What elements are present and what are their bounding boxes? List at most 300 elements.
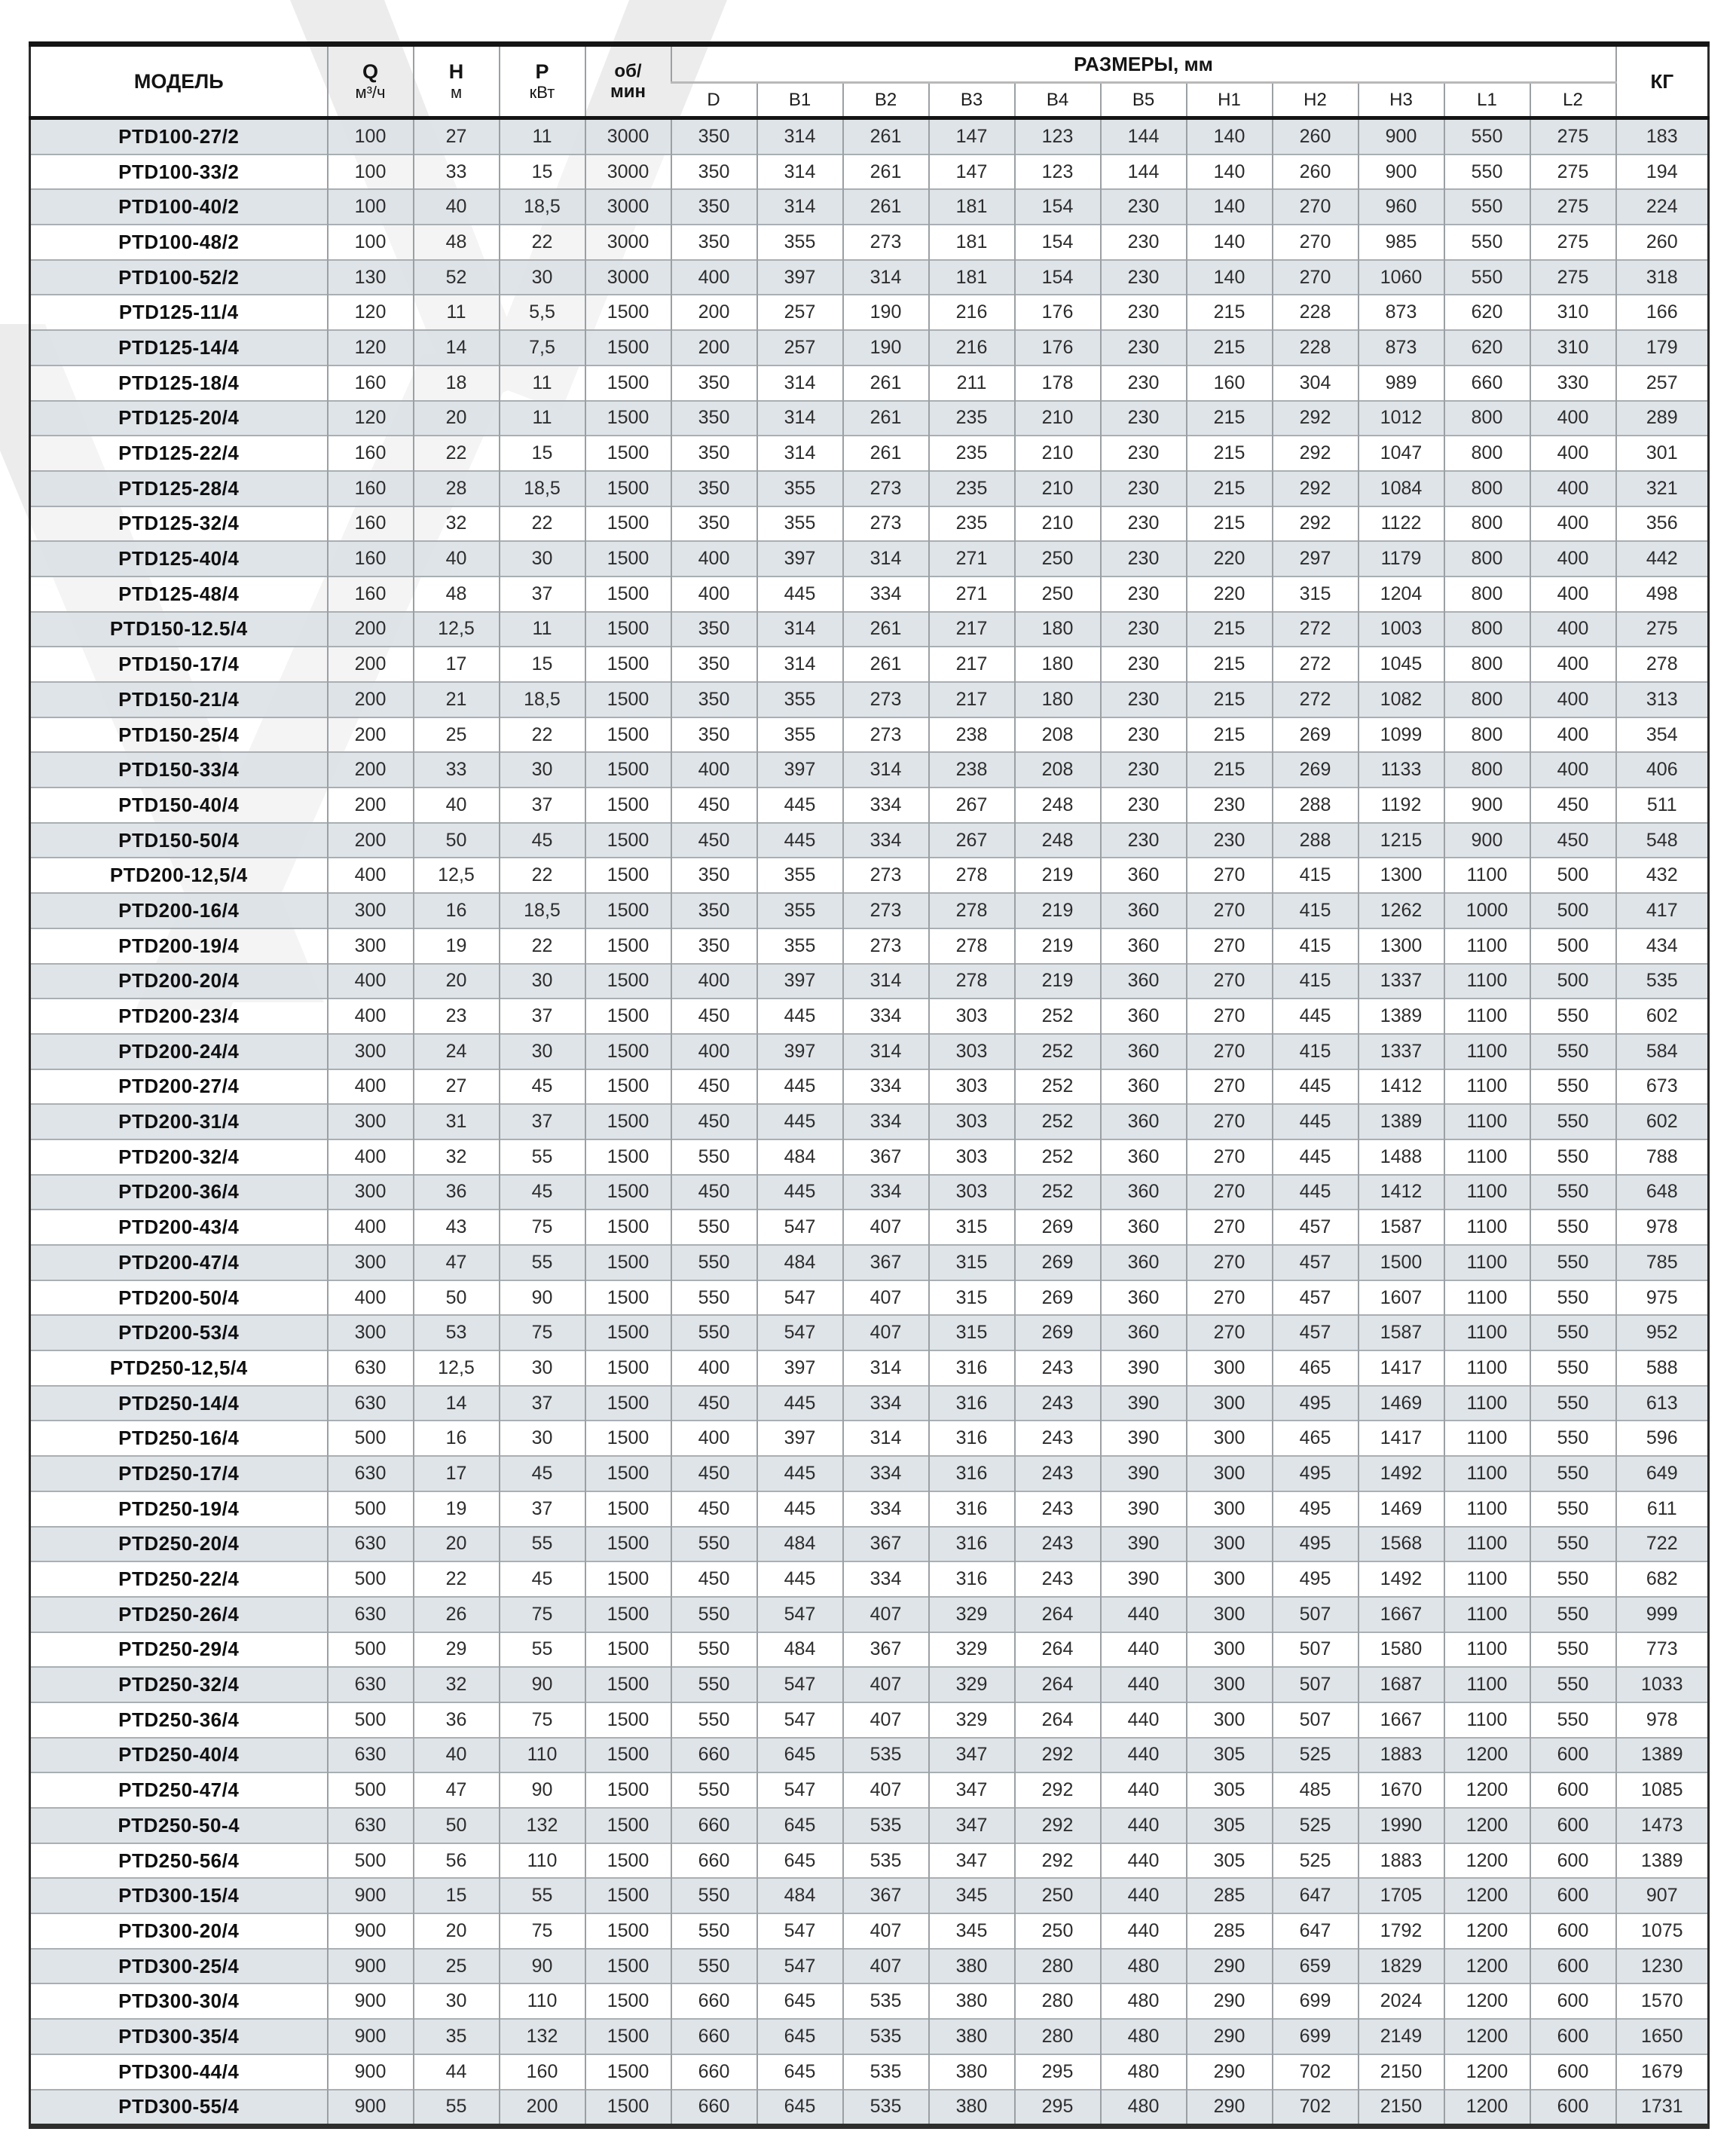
value-cell: 445 — [757, 1175, 843, 1210]
value-cell: 30 — [500, 260, 585, 295]
model-cell: PTD300-25/4 — [30, 1949, 328, 1984]
value-cell: 275 — [1530, 225, 1616, 260]
value-cell: 27 — [414, 118, 500, 154]
value-cell: 442 — [1616, 541, 1709, 577]
model-cell: PTD125-18/4 — [30, 365, 328, 401]
model-cell: PTD100-33/2 — [30, 154, 328, 190]
value-cell: 269 — [1273, 717, 1359, 753]
value-cell: 1500 — [585, 1949, 671, 1984]
value-cell: 547 — [757, 1913, 843, 1949]
value-cell: 900 — [1444, 823, 1530, 858]
value-cell: 269 — [1273, 752, 1359, 788]
value-cell: 355 — [757, 506, 843, 542]
value-cell: 535 — [843, 2090, 929, 2127]
value-cell: 238 — [929, 717, 1015, 753]
size-col-header: B2 — [843, 83, 929, 118]
value-cell: 2024 — [1359, 1983, 1444, 2019]
value-cell: 900 — [328, 1878, 414, 1913]
value-cell: 445 — [757, 1104, 843, 1139]
value-cell: 645 — [757, 2090, 843, 2127]
size-col-header: B4 — [1015, 83, 1101, 118]
model-cell: PTD125-28/4 — [30, 471, 328, 506]
value-cell: 350 — [671, 612, 757, 647]
value-cell: 800 — [1444, 436, 1530, 471]
value-cell: 334 — [843, 577, 929, 612]
value-cell: 260 — [1616, 225, 1709, 260]
value-cell: 547 — [757, 1315, 843, 1350]
value-cell: 445 — [757, 788, 843, 823]
value-cell: 318 — [1616, 260, 1709, 295]
value-cell: 14 — [414, 1386, 500, 1421]
value-cell: 535 — [843, 2019, 929, 2054]
value-cell: 40 — [414, 189, 500, 225]
value-cell: 648 — [1616, 1175, 1709, 1210]
value-cell: 800 — [1444, 541, 1530, 577]
value-cell: 31 — [414, 1104, 500, 1139]
value-cell: 130 — [328, 260, 414, 295]
value-cell: 400 — [328, 999, 414, 1034]
value-cell: 303 — [929, 1139, 1015, 1175]
value-cell: 292 — [1273, 471, 1359, 506]
value-cell: 176 — [1015, 295, 1101, 330]
model-cell: PTD150-25/4 — [30, 717, 328, 753]
model-cell: PTD200-23/4 — [30, 999, 328, 1034]
value-cell: 380 — [929, 2054, 1015, 2090]
value-cell: 252 — [1015, 1139, 1101, 1175]
value-cell: 445 — [1273, 1175, 1359, 1210]
value-cell: 295 — [1015, 2090, 1101, 2127]
value-cell: 314 — [757, 612, 843, 647]
value-cell: 1100 — [1444, 1175, 1530, 1210]
value-cell: 230 — [1101, 401, 1187, 436]
value-cell: 334 — [843, 1386, 929, 1421]
spec-table — [29, 41, 1710, 2129]
value-cell: 316 — [929, 1561, 1015, 1597]
value-cell: 220 — [1187, 577, 1273, 612]
value-cell: 219 — [1015, 858, 1101, 893]
value-cell: 613 — [1616, 1386, 1709, 1421]
value-cell: 1100 — [1444, 858, 1530, 893]
value-cell: 321 — [1616, 471, 1709, 506]
value-cell: 1792 — [1359, 1913, 1444, 1949]
value-cell: 1500 — [1359, 1245, 1444, 1280]
value-cell: 260 — [1273, 118, 1359, 154]
value-cell: 550 — [1530, 1702, 1616, 1738]
value-cell: 275 — [1530, 260, 1616, 295]
value-cell: 300 — [328, 1034, 414, 1069]
value-cell: 457 — [1273, 1245, 1359, 1280]
value-cell: 1417 — [1359, 1421, 1444, 1456]
value-cell: 270 — [1187, 1175, 1273, 1210]
value-cell: 550 — [671, 1315, 757, 1350]
value-cell: 445 — [757, 1561, 843, 1597]
value-cell: 1412 — [1359, 1069, 1444, 1105]
value-cell: 1500 — [585, 1738, 671, 1773]
value-cell: 200 — [328, 752, 414, 788]
value-cell: 630 — [328, 1386, 414, 1421]
value-cell: 300 — [1187, 1667, 1273, 1702]
value-cell: 329 — [929, 1702, 1015, 1738]
value-cell: 440 — [1101, 1702, 1187, 1738]
rpm-line2: мин — [610, 81, 646, 102]
value-cell: 600 — [1530, 2019, 1616, 2054]
model-cell: PTD200-20/4 — [30, 964, 328, 999]
value-cell: 22 — [500, 506, 585, 542]
value-cell: 907 — [1616, 1878, 1709, 1913]
value-cell: 1500 — [585, 577, 671, 612]
value-cell: 230 — [1101, 647, 1187, 682]
value-cell: 160 — [328, 577, 414, 612]
value-cell: 1045 — [1359, 647, 1444, 682]
value-cell: 267 — [929, 788, 1015, 823]
value-cell: 900 — [1359, 154, 1444, 190]
value-cell: 215 — [1187, 506, 1273, 542]
value-cell: 22 — [500, 858, 585, 893]
value-cell: 550 — [671, 1702, 757, 1738]
value-cell: 2150 — [1359, 2054, 1444, 2090]
table-row — [30, 436, 1709, 471]
value-cell: 1500 — [585, 1527, 671, 1562]
value-cell: 495 — [1273, 1456, 1359, 1491]
value-cell: 300 — [328, 1175, 414, 1210]
value-cell: 350 — [671, 189, 757, 225]
value-cell: 480 — [1101, 2019, 1187, 2054]
value-cell: 350 — [671, 858, 757, 893]
value-cell: 300 — [1187, 1632, 1273, 1668]
value-cell: 1500 — [585, 682, 671, 717]
value-cell: 507 — [1273, 1597, 1359, 1632]
value-cell: 1100 — [1444, 1139, 1530, 1175]
value-cell: 630 — [328, 1597, 414, 1632]
value-cell: 350 — [671, 506, 757, 542]
table-row — [30, 1210, 1709, 1245]
value-cell: 289 — [1616, 401, 1709, 436]
value-cell: 989 — [1359, 365, 1444, 401]
value-cell: 550 — [1530, 1210, 1616, 1245]
value-cell: 329 — [929, 1632, 1015, 1668]
value-cell: 288 — [1273, 788, 1359, 823]
value-cell: 75 — [500, 1210, 585, 1245]
value-cell: 500 — [1530, 964, 1616, 999]
value-cell: 230 — [1101, 788, 1187, 823]
value-cell: 550 — [1444, 260, 1530, 295]
value-cell: 50 — [414, 1280, 500, 1316]
value-cell: 11 — [500, 365, 585, 401]
value-cell: 303 — [929, 1104, 1015, 1139]
value-cell: 445 — [757, 999, 843, 1034]
value-cell: 1389 — [1359, 999, 1444, 1034]
table-row — [30, 647, 1709, 682]
value-cell: 22 — [414, 1561, 500, 1597]
value-cell: 45 — [500, 1175, 585, 1210]
value-cell: 52 — [414, 260, 500, 295]
value-cell: 1500 — [585, 1772, 671, 1808]
value-cell: 270 — [1187, 1139, 1273, 1175]
value-cell: 235 — [929, 506, 1015, 542]
value-cell: 270 — [1187, 999, 1273, 1034]
value-cell: 800 — [1444, 471, 1530, 506]
value-cell: 400 — [1530, 471, 1616, 506]
value-cell: 350 — [671, 154, 757, 190]
value-cell: 1679 — [1616, 2054, 1709, 2090]
value-cell: 24 — [414, 1034, 500, 1069]
value-cell: 257 — [757, 295, 843, 330]
value-cell: 180 — [1015, 647, 1101, 682]
value-cell: 400 — [671, 577, 757, 612]
value-cell: 445 — [1273, 1069, 1359, 1105]
value-cell: 43 — [414, 1210, 500, 1245]
value-cell: 445 — [757, 1491, 843, 1527]
value-cell: 292 — [1273, 436, 1359, 471]
value-cell: 1500 — [585, 471, 671, 506]
value-cell: 1033 — [1616, 1667, 1709, 1702]
value-cell: 194 — [1616, 154, 1709, 190]
value-cell: 800 — [1444, 577, 1530, 612]
value-cell: 334 — [843, 999, 929, 1034]
value-cell: 630 — [328, 1667, 414, 1702]
value-cell: 1500 — [585, 1843, 671, 1879]
value-cell: 550 — [1530, 1104, 1616, 1139]
value-cell: 250 — [1015, 577, 1101, 612]
value-cell: 250 — [1015, 541, 1101, 577]
value-cell: 273 — [843, 506, 929, 542]
value-cell: 278 — [929, 928, 1015, 964]
value-cell: 547 — [757, 1280, 843, 1316]
value-cell: 1650 — [1616, 2019, 1709, 2054]
value-cell: 20 — [414, 401, 500, 436]
value-cell: 550 — [671, 1280, 757, 1316]
model-cell: PTD125-11/4 — [30, 295, 328, 330]
value-cell: 400 — [328, 1280, 414, 1316]
value-cell: 1200 — [1444, 1738, 1530, 1773]
value-cell: 350 — [671, 225, 757, 260]
value-cell: 550 — [1530, 1175, 1616, 1210]
value-cell: 400 — [1530, 647, 1616, 682]
table-row — [30, 1527, 1709, 1562]
value-cell: 235 — [929, 401, 1015, 436]
h-unit: м — [450, 83, 463, 102]
value-cell: 390 — [1101, 1456, 1187, 1491]
value-cell: 110 — [500, 1738, 585, 1773]
value-cell: 397 — [757, 541, 843, 577]
value-cell: 316 — [929, 1421, 1015, 1456]
value-cell: 257 — [757, 330, 843, 365]
value-cell: 588 — [1616, 1350, 1709, 1386]
value-cell: 215 — [1187, 436, 1273, 471]
value-cell: 314 — [843, 1034, 929, 1069]
value-cell: 602 — [1616, 1104, 1709, 1139]
value-cell: 243 — [1015, 1350, 1101, 1386]
value-cell: 55 — [500, 1878, 585, 1913]
value-cell: 181 — [929, 260, 1015, 295]
table-row — [30, 225, 1709, 260]
value-cell: 1500 — [585, 717, 671, 753]
value-cell: 550 — [1444, 225, 1530, 260]
value-cell: 271 — [929, 577, 1015, 612]
table-row — [30, 1983, 1709, 2019]
value-cell: 1500 — [585, 1632, 671, 1668]
value-cell: 243 — [1015, 1456, 1101, 1491]
model-cell: PTD100-27/2 — [30, 118, 328, 154]
value-cell: 215 — [1187, 752, 1273, 788]
value-cell: 450 — [671, 1561, 757, 1597]
value-cell: 243 — [1015, 1561, 1101, 1597]
size-col-header: H3 — [1359, 83, 1444, 118]
value-cell: 1300 — [1359, 858, 1444, 893]
model-cell: PTD250-29/4 — [30, 1632, 328, 1668]
value-cell: 140 — [1187, 260, 1273, 295]
value-cell: 390 — [1101, 1350, 1187, 1386]
value-cell: 535 — [843, 2054, 929, 2090]
value-cell: 500 — [328, 1421, 414, 1456]
value-cell: 17 — [414, 647, 500, 682]
value-cell: 1500 — [585, 612, 671, 647]
value-cell: 367 — [843, 1139, 929, 1175]
value-cell: 334 — [843, 1069, 929, 1105]
value-cell: 500 — [328, 1491, 414, 1527]
value-cell: 800 — [1444, 612, 1530, 647]
value-cell: 334 — [843, 1561, 929, 1597]
value-cell: 985 — [1359, 225, 1444, 260]
table-row — [30, 1175, 1709, 1210]
value-cell: 315 — [929, 1210, 1015, 1245]
value-cell: 645 — [757, 1983, 843, 2019]
table-row — [30, 118, 1709, 154]
value-cell: 300 — [328, 1104, 414, 1139]
value-cell: 55 — [500, 1139, 585, 1175]
table-row — [30, 1561, 1709, 1597]
value-cell: 314 — [843, 260, 929, 295]
value-cell: 316 — [929, 1456, 1015, 1491]
table-row — [30, 893, 1709, 928]
value-cell: 547 — [757, 1597, 843, 1632]
value-cell: 550 — [671, 1949, 757, 1984]
value-cell: 270 — [1187, 1315, 1273, 1350]
value-cell: 100 — [328, 189, 414, 225]
value-cell: 334 — [843, 1491, 929, 1527]
table-row — [30, 1280, 1709, 1316]
value-cell: 450 — [1530, 823, 1616, 858]
column-header-q — [328, 44, 414, 118]
value-cell: 40 — [414, 541, 500, 577]
value-cell: 40 — [414, 1738, 500, 1773]
value-cell: 445 — [757, 823, 843, 858]
value-cell: 235 — [929, 436, 1015, 471]
value-cell: 1200 — [1444, 1983, 1530, 2019]
value-cell: 264 — [1015, 1597, 1101, 1632]
value-cell: 535 — [1616, 964, 1709, 999]
value-cell: 1100 — [1444, 1034, 1530, 1069]
value-cell: 350 — [671, 365, 757, 401]
value-cell: 11 — [500, 401, 585, 436]
value-cell: 56 — [414, 1843, 500, 1879]
value-cell: 380 — [929, 2019, 1015, 2054]
value-cell: 2150 — [1359, 2090, 1444, 2127]
value-cell: 1500 — [585, 1034, 671, 1069]
value-cell: 975 — [1616, 1280, 1709, 1316]
value-cell: 390 — [1101, 1491, 1187, 1527]
model-cell: PTD250-47/4 — [30, 1772, 328, 1808]
value-cell: 270 — [1187, 964, 1273, 999]
value-cell: 32 — [414, 1667, 500, 1702]
value-cell: 347 — [929, 1843, 1015, 1879]
value-cell: 211 — [929, 365, 1015, 401]
size-col-header: B5 — [1101, 83, 1187, 118]
value-cell: 273 — [843, 858, 929, 893]
value-cell: 208 — [1015, 717, 1101, 753]
model-cell: PTD100-40/2 — [30, 189, 328, 225]
value-cell: 773 — [1616, 1632, 1709, 1668]
value-cell: 1667 — [1359, 1597, 1444, 1632]
value-cell: 200 — [500, 2090, 585, 2127]
value-cell: 1500 — [585, 330, 671, 365]
value-cell: 360 — [1101, 1210, 1187, 1245]
value-cell: 292 — [1015, 1808, 1101, 1843]
table-row — [30, 717, 1709, 753]
value-cell: 230 — [1101, 612, 1187, 647]
value-cell: 47 — [414, 1772, 500, 1808]
value-cell: 200 — [328, 788, 414, 823]
value-cell: 400 — [1530, 612, 1616, 647]
value-cell: 1082 — [1359, 682, 1444, 717]
value-cell: 35 — [414, 2019, 500, 2054]
value-cell: 303 — [929, 1034, 1015, 1069]
value-cell: 630 — [328, 1738, 414, 1773]
value-cell: 314 — [843, 964, 929, 999]
value-cell: 600 — [1530, 2054, 1616, 2090]
value-cell: 1389 — [1616, 1843, 1709, 1879]
model-cell: PTD200-31/4 — [30, 1104, 328, 1139]
value-cell: 300 — [1187, 1421, 1273, 1456]
value-cell: 548 — [1616, 823, 1709, 858]
size-col-header: D — [671, 83, 757, 118]
value-cell: 1200 — [1444, 2019, 1530, 2054]
value-cell: 1100 — [1444, 1280, 1530, 1316]
table-row — [30, 1421, 1709, 1456]
value-cell: 1389 — [1616, 1738, 1709, 1773]
value-cell: 1500 — [585, 1386, 671, 1421]
value-cell: 550 — [1530, 1315, 1616, 1350]
model-cell: PTD250-22/4 — [30, 1561, 328, 1597]
value-cell: 445 — [1273, 1104, 1359, 1139]
value-cell: 1500 — [585, 2019, 671, 2054]
value-cell: 180 — [1015, 682, 1101, 717]
value-cell: 217 — [929, 647, 1015, 682]
value-cell: 18,5 — [500, 189, 585, 225]
value-cell: 1500 — [585, 928, 671, 964]
value-cell: 1192 — [1359, 788, 1444, 823]
value-cell: 535 — [843, 1843, 929, 1879]
value-cell: 275 — [1616, 612, 1709, 647]
value-cell: 602 — [1616, 999, 1709, 1034]
model-cell: PTD150-17/4 — [30, 647, 328, 682]
value-cell: 550 — [671, 1139, 757, 1175]
value-cell: 660 — [671, 1738, 757, 1773]
value-cell: 400 — [671, 541, 757, 577]
value-cell: 480 — [1101, 2054, 1187, 2090]
value-cell: 90 — [500, 1280, 585, 1316]
value-cell: 400 — [671, 260, 757, 295]
model-cell: PTD125-20/4 — [30, 401, 328, 436]
value-cell: 18,5 — [500, 682, 585, 717]
value-cell: 300 — [328, 1245, 414, 1280]
value-cell: 1670 — [1359, 1772, 1444, 1808]
value-cell: 397 — [757, 964, 843, 999]
value-cell: 1500 — [585, 506, 671, 542]
value-cell: 1667 — [1359, 1702, 1444, 1738]
value-cell: 659 — [1273, 1949, 1359, 1984]
column-header-h — [414, 44, 500, 118]
